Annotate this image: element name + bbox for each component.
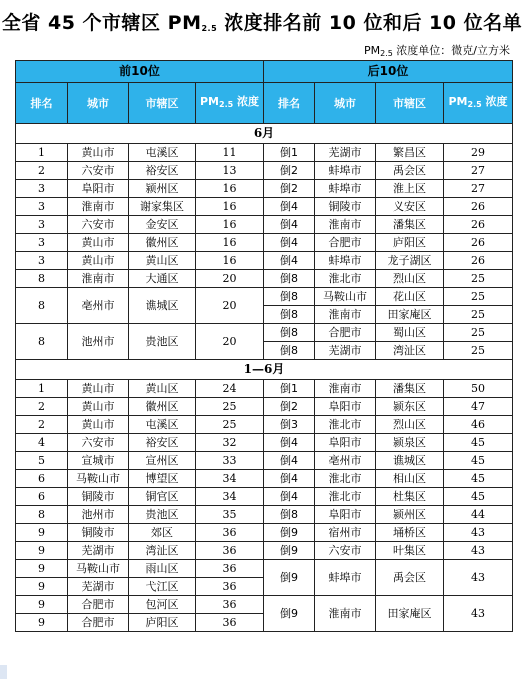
pm25-cell: 44 [444, 506, 513, 524]
group-header-top10: 前10位 [16, 61, 264, 83]
pm25-cell: 43 [444, 560, 513, 596]
table-row [16, 180, 513, 198]
city-cell: 淮南市 [315, 380, 376, 398]
table-row [16, 488, 513, 506]
city-cell: 蚌埠市 [315, 162, 376, 180]
col-pm-header: $PM_{2.5}$ 浓度 [196, 83, 264, 124]
rank-cell: 倒4 [264, 198, 315, 216]
rank-cell: 8 [16, 270, 68, 288]
col-city-header: 城市 [68, 83, 129, 124]
rank-cell: 9 [16, 578, 68, 596]
city-cell: 铜陵市 [68, 488, 129, 506]
city-cell: 马鞍山市 [68, 560, 129, 578]
district-cell: 义安区 [376, 198, 444, 216]
pm25-cell: 43 [444, 542, 513, 560]
pm25-cell: 43 [444, 596, 513, 632]
city-cell: 淮南市 [68, 198, 129, 216]
rank-cell: 2 [16, 162, 68, 180]
district-cell: 烈山区 [376, 416, 444, 434]
pm25-cell: 36 [196, 614, 264, 632]
table-row [16, 542, 513, 560]
district-cell: 宣州区 [129, 452, 196, 470]
pm25-cell: 27 [444, 180, 513, 198]
pm25-cell: 20 [196, 288, 264, 324]
table-row [16, 398, 513, 416]
city-cell: 黄山市 [68, 144, 129, 162]
district-cell: 屯溪区 [129, 416, 196, 434]
rank-cell: 9 [16, 560, 68, 578]
rank-cell: 8 [16, 506, 68, 524]
pm25-cell: 25 [444, 306, 513, 324]
district-cell: 潘集区 [376, 380, 444, 398]
pm25-cell: 45 [444, 434, 513, 452]
pm25-cell: 11 [196, 144, 264, 162]
city-cell: 淮北市 [315, 270, 376, 288]
col-rank-header: 排名 [16, 83, 68, 124]
city-cell: 蚌埠市 [315, 180, 376, 198]
pm25-cell: 25 [444, 342, 513, 360]
district-cell: 田家庵区 [376, 596, 444, 632]
table-row [16, 380, 513, 398]
rank-cell: 9 [16, 614, 68, 632]
rank-cell: 倒4 [264, 488, 315, 506]
district-cell: 龙子湖区 [376, 252, 444, 270]
district-cell: 禹会区 [376, 560, 444, 596]
district-cell: 谯城区 [376, 452, 444, 470]
city-cell: 铜陵市 [68, 524, 129, 542]
district-cell: 花山区 [376, 288, 444, 306]
city-cell: 合肥市 [68, 614, 129, 632]
pm25-cell: 36 [196, 542, 264, 560]
city-cell: 黄山市 [68, 234, 129, 252]
rank-cell: 倒8 [264, 270, 315, 288]
district-cell: 谢家集区 [129, 198, 196, 216]
city-cell: 阜阳市 [315, 398, 376, 416]
city-cell: 亳州市 [68, 288, 129, 324]
district-cell: 屯溪区 [129, 144, 196, 162]
rank-cell: 倒1 [264, 144, 315, 162]
district-cell: 湾沚区 [129, 542, 196, 560]
pm25-cell: 26 [444, 234, 513, 252]
table-row [16, 434, 513, 452]
pm25-cell: 33 [196, 452, 264, 470]
pm25-cell: 36 [196, 578, 264, 596]
city-cell: 芜湖市 [68, 578, 129, 596]
rank-cell: 8 [16, 324, 68, 360]
pm25-cell: 45 [444, 452, 513, 470]
rank-cell: 倒3 [264, 416, 315, 434]
rank-cell: 倒2 [264, 162, 315, 180]
city-cell: 六安市 [68, 216, 129, 234]
city-cell: 马鞍山市 [68, 470, 129, 488]
rank-cell: 3 [16, 198, 68, 216]
table-row [16, 416, 513, 434]
district-cell: 蜀山区 [376, 324, 444, 342]
city-cell: 芜湖市 [315, 342, 376, 360]
rank-cell: 2 [16, 416, 68, 434]
city-cell: 淮南市 [68, 270, 129, 288]
pm25-cell: 34 [196, 470, 264, 488]
city-cell: 池州市 [68, 506, 129, 524]
table-row [16, 506, 513, 524]
col-district-header: 市辖区 [376, 83, 444, 124]
district-cell: 湾沚区 [376, 342, 444, 360]
city-cell: 淮南市 [315, 216, 376, 234]
pm25-cell: 46 [444, 416, 513, 434]
pm25-cell: 16 [196, 180, 264, 198]
rank-cell: 倒8 [264, 506, 315, 524]
district-cell: 大通区 [129, 270, 196, 288]
section-label: 6月 [16, 124, 513, 144]
district-cell: 颍东区 [376, 398, 444, 416]
pm25-cell: 45 [444, 470, 513, 488]
pm25-cell: 16 [196, 234, 264, 252]
city-cell: 合肥市 [315, 234, 376, 252]
col-pm-header: $PM_{2.5}$ 浓度 [444, 83, 513, 124]
col-rank-header: 排名 [264, 83, 315, 124]
pm25-cell: 13 [196, 162, 264, 180]
col-district-header: 市辖区 [129, 83, 196, 124]
rank-cell: 倒8 [264, 288, 315, 306]
rank-cell: 倒2 [264, 180, 315, 198]
city-cell: 阜阳市 [315, 434, 376, 452]
rank-cell: 9 [16, 542, 68, 560]
pm25-cell: 36 [196, 524, 264, 542]
pm25-cell: 25 [444, 324, 513, 342]
pm25-cell: 32 [196, 434, 264, 452]
rank-cell: 8 [16, 288, 68, 324]
city-cell: 淮北市 [315, 470, 376, 488]
district-cell: 徽州区 [129, 234, 196, 252]
rank-cell: 3 [16, 234, 68, 252]
pm25-cell: 43 [444, 524, 513, 542]
city-cell: 宿州市 [315, 524, 376, 542]
rank-cell: 倒4 [264, 434, 315, 452]
district-cell: 杜集区 [376, 488, 444, 506]
city-cell: 合肥市 [315, 324, 376, 342]
district-cell: 博望区 [129, 470, 196, 488]
district-cell: 潘集区 [376, 216, 444, 234]
pm25-cell: 20 [196, 270, 264, 288]
pm25-cell: 36 [196, 560, 264, 578]
pm25-cell: 16 [196, 216, 264, 234]
rank-cell: 倒9 [264, 542, 315, 560]
pm25-cell: 45 [444, 488, 513, 506]
rank-cell: 6 [16, 488, 68, 506]
rank-cell: 倒4 [264, 252, 315, 270]
pm25-cell: 24 [196, 380, 264, 398]
pm25-cell: 25 [196, 398, 264, 416]
district-cell: 淮上区 [376, 180, 444, 198]
city-cell: 蚌埠市 [315, 252, 376, 270]
city-cell: 芜湖市 [68, 542, 129, 560]
rank-cell: 6 [16, 470, 68, 488]
rank-cell: 3 [16, 180, 68, 198]
city-cell: 铜陵市 [315, 198, 376, 216]
district-cell: 田家庵区 [376, 306, 444, 324]
table-row [16, 216, 513, 234]
district-cell: 郊区 [129, 524, 196, 542]
city-cell: 淮南市 [315, 596, 376, 632]
pm25-cell: 26 [444, 198, 513, 216]
rank-cell: 倒8 [264, 324, 315, 342]
rank-cell: 倒9 [264, 524, 315, 542]
district-cell: 包河区 [129, 596, 196, 614]
pm25-cell: 36 [196, 596, 264, 614]
page-corner-decoration [0, 665, 7, 679]
unit-note: $PM_{2.5}$ 浓度单位：微克/立方米 [363, 44, 510, 58]
table-row [16, 596, 513, 614]
rank-cell: 9 [16, 524, 68, 542]
table-row [16, 324, 513, 342]
table-row [16, 270, 513, 288]
pm25-cell: 16 [196, 252, 264, 270]
pm25-cell: 25 [444, 270, 513, 288]
district-cell: 埇桥区 [376, 524, 444, 542]
table-row [16, 234, 513, 252]
city-cell: 六安市 [68, 162, 129, 180]
district-cell: 雨山区 [129, 560, 196, 578]
rank-cell: 4 [16, 434, 68, 452]
city-cell: 阜阳市 [315, 506, 376, 524]
city-cell: 蚌埠市 [315, 560, 376, 596]
district-cell: 禹会区 [376, 162, 444, 180]
table-row [16, 198, 513, 216]
rank-cell: 1 [16, 144, 68, 162]
district-cell: 颍州区 [376, 506, 444, 524]
district-cell: 弋江区 [129, 578, 196, 596]
district-cell: 颍州区 [129, 180, 196, 198]
table-row [16, 560, 513, 578]
city-cell: 淮北市 [315, 416, 376, 434]
pm25-cell: 47 [444, 398, 513, 416]
rank-cell: 倒2 [264, 398, 315, 416]
pm25-cell: 20 [196, 324, 264, 360]
city-cell: 六安市 [315, 542, 376, 560]
district-cell: 裕安区 [129, 434, 196, 452]
district-cell: 谯城区 [129, 288, 196, 324]
city-cell: 淮南市 [315, 306, 376, 324]
city-cell: 黄山市 [68, 252, 129, 270]
rank-cell: 3 [16, 216, 68, 234]
rank-cell: 倒4 [264, 452, 315, 470]
pm25-cell: 25 [196, 416, 264, 434]
district-cell: 庐阳区 [129, 614, 196, 632]
table-row [16, 252, 513, 270]
pm25-cell: 50 [444, 380, 513, 398]
district-cell: 黄山区 [129, 252, 196, 270]
rank-cell: 倒4 [264, 470, 315, 488]
rank-cell: 倒8 [264, 306, 315, 324]
district-cell: 贵池区 [129, 324, 196, 360]
city-cell: 亳州市 [315, 452, 376, 470]
city-cell: 马鞍山市 [315, 288, 376, 306]
city-cell: 池州市 [68, 324, 129, 360]
district-cell: 金安区 [129, 216, 196, 234]
district-cell: 黄山区 [129, 380, 196, 398]
table-row [16, 288, 513, 306]
city-cell: 黄山市 [68, 398, 129, 416]
pm25-cell: 26 [444, 252, 513, 270]
district-cell: 徽州区 [129, 398, 196, 416]
group-header-bottom10: 后10位 [264, 61, 513, 83]
rank-cell: 倒9 [264, 596, 315, 632]
district-cell: 烈山区 [376, 270, 444, 288]
rank-cell: 倒1 [264, 380, 315, 398]
col-city-header: 城市 [315, 83, 376, 124]
district-cell: 叶集区 [376, 542, 444, 560]
pm25-cell: 34 [196, 488, 264, 506]
city-cell: 阜阳市 [68, 180, 129, 198]
table-row [16, 144, 513, 162]
district-cell: 繁昌区 [376, 144, 444, 162]
rank-cell: 倒4 [264, 216, 315, 234]
city-cell: 淮北市 [315, 488, 376, 506]
table-row [16, 162, 513, 180]
district-cell: 颍泉区 [376, 434, 444, 452]
section-label: 1—6月 [16, 360, 513, 380]
table-row [16, 452, 513, 470]
rank-cell: 倒9 [264, 560, 315, 596]
city-cell: 黄山市 [68, 416, 129, 434]
pm25-cell: 35 [196, 506, 264, 524]
district-cell: 庐阳区 [376, 234, 444, 252]
pm25-cell: 16 [196, 198, 264, 216]
pm25-cell: 29 [444, 144, 513, 162]
pm25-cell: 26 [444, 216, 513, 234]
city-cell: 芜湖市 [315, 144, 376, 162]
table-row [16, 524, 513, 542]
district-cell: 裕安区 [129, 162, 196, 180]
rank-cell: 倒4 [264, 234, 315, 252]
district-cell: 贵池区 [129, 506, 196, 524]
city-cell: 合肥市 [68, 596, 129, 614]
ranking-table [15, 60, 513, 632]
rank-cell: 2 [16, 398, 68, 416]
district-cell: 铜官区 [129, 488, 196, 506]
rank-cell: 3 [16, 252, 68, 270]
city-cell: 黄山市 [68, 380, 129, 398]
pm25-cell: 27 [444, 162, 513, 180]
page-title: 全省 45 个市辖区 $PM_{2.5}$ 浓度排名前 10 位和后 10 位名单 [1, 12, 523, 34]
rank-cell: 1 [16, 380, 68, 398]
pm25-cell: 25 [444, 288, 513, 306]
rank-cell: 倒8 [264, 342, 315, 360]
city-cell: 宣城市 [68, 452, 129, 470]
rank-cell: 9 [16, 596, 68, 614]
city-cell: 六安市 [68, 434, 129, 452]
rank-cell: 5 [16, 452, 68, 470]
district-cell: 相山区 [376, 470, 444, 488]
table-row [16, 470, 513, 488]
